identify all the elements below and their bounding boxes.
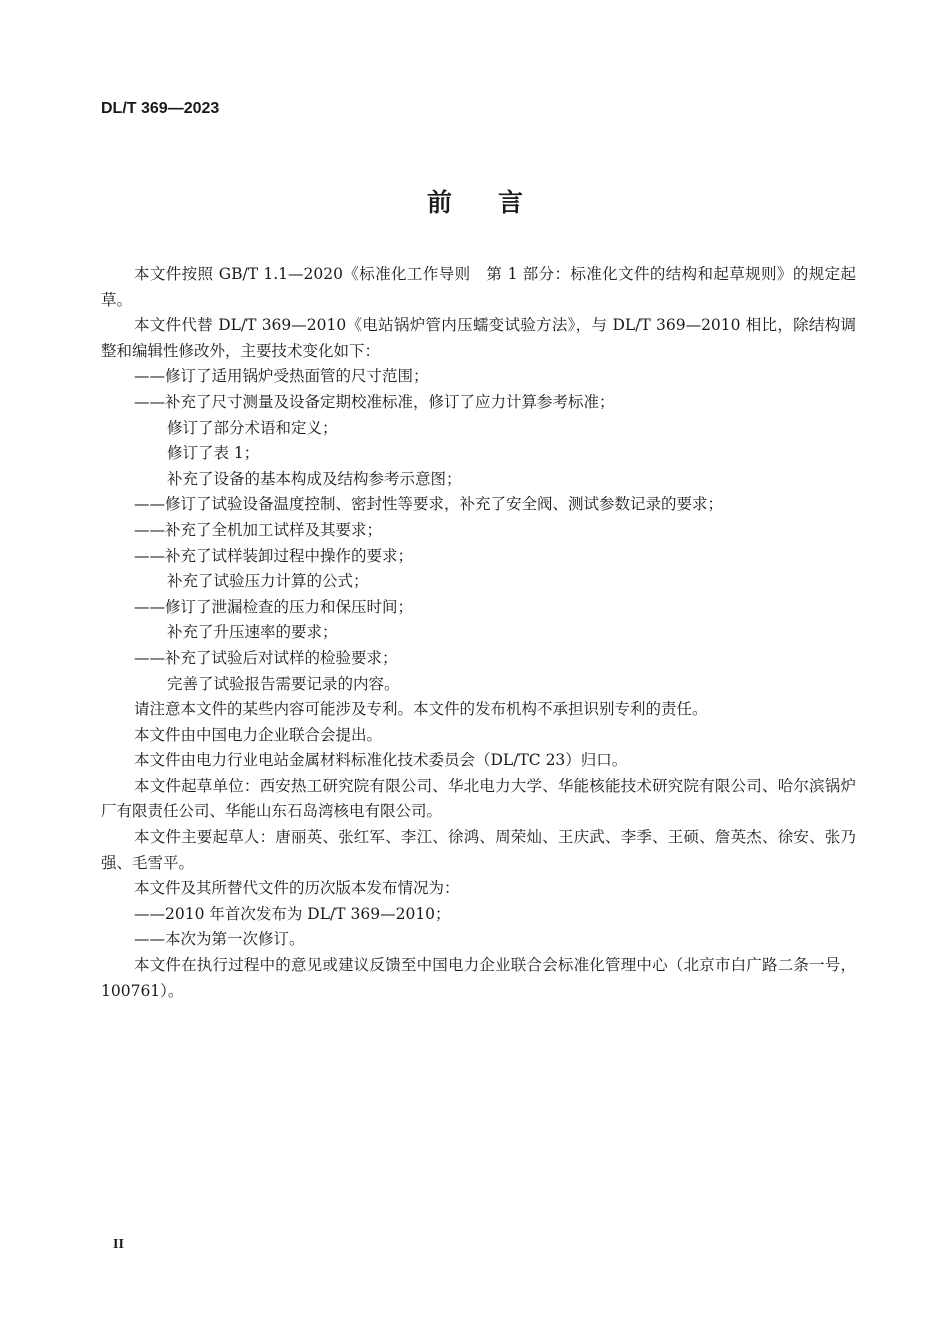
- paragraph: 修订了表 1；: [167, 444, 260, 463]
- paragraph: ——补充了试验后对试样的检验要求；: [134, 648, 398, 667]
- paragraph: ——本次为第一次修订。: [134, 930, 305, 949]
- paragraph: ——补充了全机加工试样及其要求；: [134, 520, 383, 539]
- paragraph: 本文件按照 GB/T 1.1—2020《标准化工作导则 第 1 部分：标准化文件的结构和起草规则》的规定起草。: [101, 265, 856, 309]
- paragraph: ——修订了泄漏检查的压力和保压时间；: [134, 597, 414, 616]
- paragraph: ——修订了试验设备温度控制、密封性等要求，补充了安全阀、测试参数记录的要求；: [134, 495, 724, 514]
- paragraph: 补充了设备的基本构成及结构参考示意图；: [167, 469, 462, 488]
- page-number: II: [113, 1237, 124, 1252]
- paragraph: 请注意本文件的某些内容可能涉及专利。本文件的发布机构不承担识别专利的责任。: [134, 700, 708, 719]
- paragraph: 修订了部分术语和定义；: [167, 418, 338, 437]
- paragraph: 补充了试验压力计算的公式；: [167, 572, 369, 591]
- document-body: [101, 262, 856, 1004]
- paragraph: ——修订了适用锅炉受热面管的尺寸范围；: [134, 367, 429, 386]
- paragraph: 本文件由电力行业电站金属材料标准化技术委员会（DL/TC 23）归口。: [134, 751, 628, 770]
- paragraph: 本文件由中国电力企业联合会提出。: [134, 725, 383, 744]
- paragraph: 本文件主要起草人：唐丽英、张红军、李江、徐鸿、周荣灿、王庆武、李季、王硕、詹英杰、徐安、张乃强、毛雪平。: [101, 828, 856, 872]
- standard-code: DL/T 369—2023: [101, 100, 220, 117]
- page-title: 前言: [426, 188, 569, 217]
- paragraph: 本文件代替 DL/T 369—2010《电站锅炉管内压蠕变试验方法》，与 DL/T 369—2010 相比，除结构调整和编辑性修改外，主要技术变化如下：: [101, 316, 856, 360]
- paragraph: ——2010 年首次发布为 DL/T 369—2010；: [134, 904, 451, 923]
- paragraph: 完善了试验报告需要记录的内容。: [167, 674, 400, 693]
- paragraph: ——补充了尺寸测量及设备定期校准标准，修订了应力计算参考标准；: [134, 392, 615, 411]
- paragraph: ——补充了试样装卸过程中操作的要求；: [134, 546, 414, 565]
- paragraph: 本文件及其所替代文件的历次版本发布情况为：: [134, 879, 460, 898]
- paragraph: 本文件在执行过程中的意见或建议反馈至中国电力企业联合会标准化管理中心（北京市白广路二条一号，100761）。: [101, 956, 856, 1000]
- paragraph: 本文件起草单位：西安热工研究院有限公司、华北电力大学、华能核能技术研究院有限公司、哈尔滨锅炉厂有限责任公司、华能山东石岛湾核电有限公司。: [101, 776, 856, 821]
- paragraph: 补充了升压速率的要求；: [167, 623, 338, 642]
